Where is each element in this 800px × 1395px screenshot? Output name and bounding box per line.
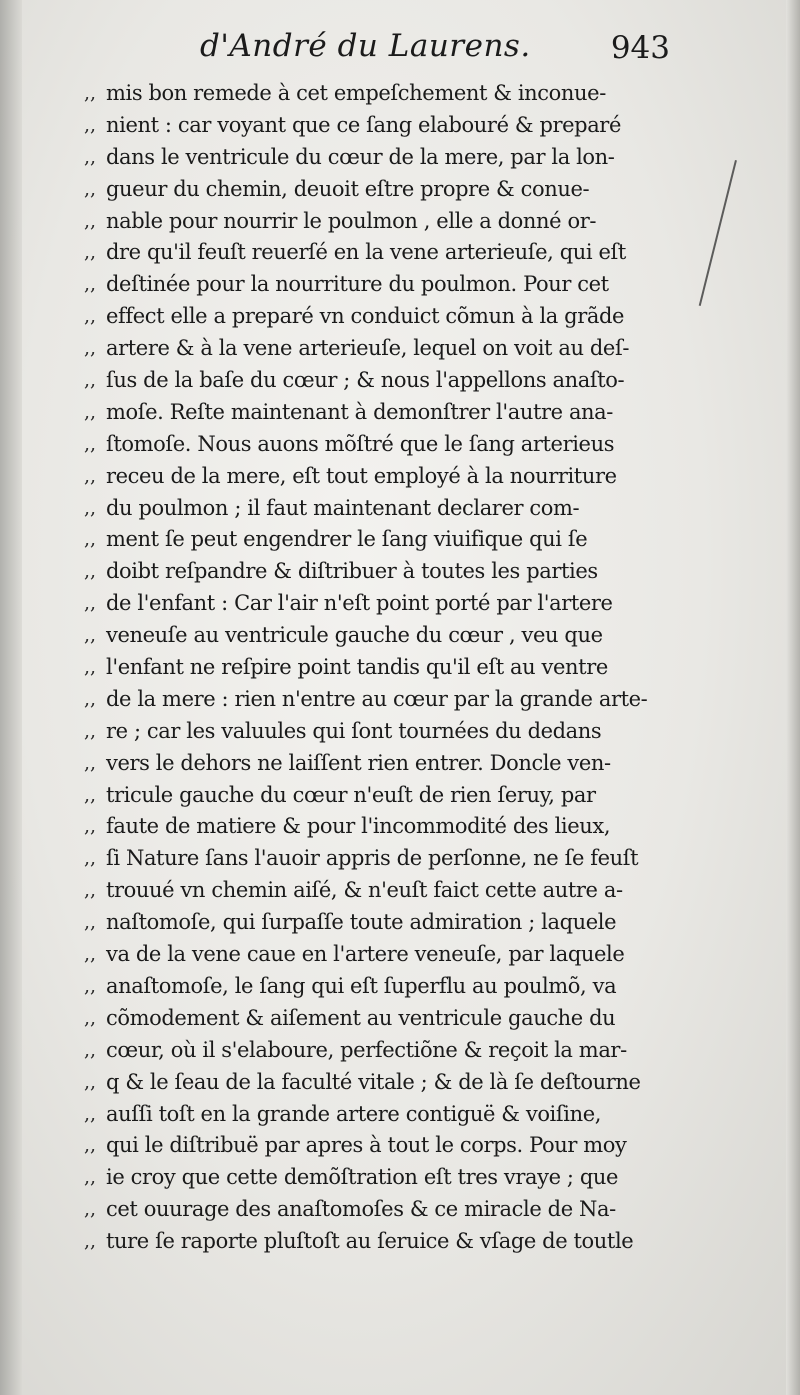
- line-text: ſi Nature ſans l'auoir appris de perſonne, ne ſe feuſt: [106, 846, 639, 871]
- line-text: nient : car voyant que ce ſang elabouré & preparé: [106, 112, 621, 137]
- text-line: [84, 461, 674, 493]
- text-line: [84, 237, 674, 269]
- line-text: auſſi toſt en la grande artere contiguë & voiſine,: [106, 1101, 601, 1126]
- line-text: de l'enfant : Car l'air n'eſt point porté par l'artere: [106, 591, 613, 616]
- body-text: [84, 78, 674, 1258]
- running-header: [200, 28, 670, 72]
- line-text: cõmodement & aiſement au ventricule gauche du: [106, 1005, 616, 1030]
- text-line: [84, 588, 674, 620]
- quote-mark: ,,: [84, 656, 97, 679]
- text-line: [84, 811, 674, 843]
- line-text: re ; car les valuules qui ſont tournées du dedans: [106, 718, 602, 743]
- quote-mark: ,,: [84, 943, 97, 966]
- quote-mark: ,,: [84, 1006, 97, 1029]
- quote-mark: ,,: [84, 337, 97, 360]
- line-text: ie croy que cette demõſtration eſt tres vraye ; que: [106, 1165, 619, 1190]
- line-text: du poulmon ; il faut maintenant declarer com-: [106, 495, 580, 520]
- line-text: ſus de la baſe du cœur ; & nous l'appellons anaſto-: [106, 368, 625, 393]
- text-line: [84, 1035, 674, 1067]
- quote-mark: ,,: [84, 432, 97, 455]
- quote-mark: ,,: [84, 815, 97, 838]
- text-line: [84, 1067, 674, 1099]
- text-line: [84, 269, 674, 301]
- line-text: gueur du chemin, deuoit eſtre propre & conue-: [106, 176, 590, 201]
- text-line: [84, 493, 674, 525]
- text-line: [84, 397, 674, 429]
- text-line: [84, 939, 674, 971]
- line-text: anaſtomoſe, le ſang qui eſt ſuperflu au poulmõ, va: [106, 973, 617, 998]
- line-text: va de la vene caue en l'artere veneuſe, par laquele: [106, 942, 625, 967]
- text-line: [84, 174, 674, 206]
- quote-mark: ,,: [84, 145, 97, 168]
- line-text: mis bon remede à cet empeſchement & inconue-: [106, 81, 606, 105]
- text-line: [84, 556, 674, 588]
- line-text: receu de la mere, eſt tout employé à la nourriture: [106, 463, 617, 488]
- quote-mark: ,,: [84, 113, 97, 136]
- text-line: [84, 78, 674, 110]
- quote-mark: ,,: [84, 1198, 97, 1221]
- text-line: [84, 110, 674, 142]
- text-line: [84, 301, 674, 333]
- quote-mark: ,,: [84, 496, 97, 519]
- quote-mark: ,,: [84, 1134, 97, 1157]
- line-text: artere & à la vene arterieuſe, lequel on voit au deſ-: [106, 336, 630, 361]
- margin-pen-stroke: [699, 160, 737, 306]
- text-line: [84, 620, 674, 652]
- quote-mark: ,,: [84, 464, 97, 487]
- text-line: [84, 365, 674, 397]
- quote-mark: ,,: [84, 1166, 97, 1189]
- quote-mark: ,,: [84, 305, 97, 328]
- quote-mark: ,,: [84, 528, 97, 551]
- text-line: [84, 684, 674, 716]
- line-text: ſtomoſe. Nous auons mõſtré que le ſang arterieus: [106, 431, 615, 456]
- line-text: qui le diſtribuë par apres à tout le corps. Pour moy: [106, 1133, 627, 1158]
- text-line: [84, 716, 674, 748]
- line-text: l'enfant ne reſpire point tandis qu'il eſt au ventre: [106, 655, 608, 680]
- text-line: [84, 206, 674, 238]
- text-line: [84, 971, 674, 1003]
- text-line: [84, 1162, 674, 1194]
- quote-mark: ,,: [84, 719, 97, 742]
- line-text: dans le ventricule du cœur de la mere, par la lon-: [106, 144, 615, 169]
- line-text: moſe. Reſte maintenant à demonſtrer l'autre ana-: [106, 399, 613, 424]
- line-text: faute de matiere & pour l'incommodité des lieux,: [106, 814, 611, 839]
- quote-mark: ,,: [84, 624, 97, 647]
- line-text: doibt reſpandre & diſtribuer à toutes les parties: [106, 559, 598, 584]
- line-text: cœur, où il s'elaboure, perfectiõne & reçoit la mar-: [106, 1037, 627, 1062]
- quote-mark: ,,: [84, 1102, 97, 1125]
- line-text: trouué vn chemin aiſé, & n'euſt faict cette autre a-: [106, 878, 623, 903]
- line-text: nable pour nourrir le poulmon , elle a donné or-: [106, 208, 597, 233]
- text-line: [84, 1194, 674, 1226]
- quote-mark: ,,: [84, 687, 97, 710]
- line-text: ment ſe peut engendrer le ſang viuifique qui ſe: [106, 527, 588, 552]
- line-text: ture ſe raporte pluſtoſt au ſeruice & vſage de toutle: [106, 1229, 634, 1254]
- line-text: de la mere : rien n'entre au cœur par la grande arte-: [106, 686, 648, 711]
- quote-mark: ,,: [84, 369, 97, 392]
- quote-mark: ,,: [84, 560, 97, 583]
- text-line: [84, 748, 674, 780]
- quote-mark: ,,: [84, 82, 97, 104]
- text-line: [84, 1099, 674, 1131]
- quote-mark: ,,: [84, 783, 97, 806]
- text-line: [84, 843, 674, 875]
- page-number: 943: [610, 30, 670, 66]
- line-text: veneuſe au ventricule gauche du cœur , veu que: [106, 623, 603, 648]
- text-line: [84, 875, 674, 907]
- quote-mark: ,,: [84, 209, 97, 232]
- line-text: effect elle a preparé vn conduict cõmun à la grãde: [106, 304, 625, 329]
- quote-mark: ,,: [84, 974, 97, 997]
- line-text: dre qu'il feuſt reuerſé en la vene arterieuſe, qui eſt: [106, 240, 626, 265]
- quote-mark: ,,: [84, 1038, 97, 1061]
- quote-mark: ,,: [84, 1230, 97, 1253]
- quote-mark: ,,: [84, 1070, 97, 1093]
- line-text: vers le dehors ne laiſſent rien entrer. Doncle ven-: [106, 750, 611, 775]
- quote-mark: ,,: [84, 400, 97, 423]
- line-text: naſtomoſe, qui ſurpaſſe toute admiration ; laquele: [106, 910, 617, 935]
- quote-mark: ,,: [84, 241, 97, 264]
- quote-mark: ,,: [84, 592, 97, 615]
- line-text: cet ouurage des anaſtomoſes & ce miracle de Na-: [106, 1197, 616, 1222]
- line-text: q & le ſeau de la faculté vitale ; & de là ſe deſtourne: [106, 1069, 641, 1094]
- text-line: [84, 142, 674, 174]
- quote-mark: ,,: [84, 879, 97, 902]
- text-line: [84, 524, 674, 556]
- text-line: [84, 1003, 674, 1035]
- quote-mark: ,,: [84, 751, 97, 774]
- quote-mark: ,,: [84, 177, 97, 200]
- text-line: [84, 907, 674, 939]
- text-line: [84, 1130, 674, 1162]
- quote-mark: ,,: [84, 273, 97, 296]
- text-line: [84, 652, 674, 684]
- text-line: [84, 780, 674, 812]
- text-line: [84, 333, 674, 365]
- line-text: deſtinée pour la nourriture du poulmon. Pour cet: [106, 272, 609, 297]
- text-line: [84, 1226, 674, 1258]
- running-title: d'André du Laurens.: [200, 28, 531, 64]
- line-text: tricule gauche du cœur n'euſt de rien ſeruy, par: [106, 782, 596, 807]
- quote-mark: ,,: [84, 911, 97, 934]
- quote-mark: ,,: [84, 847, 97, 870]
- text-line: [84, 429, 674, 461]
